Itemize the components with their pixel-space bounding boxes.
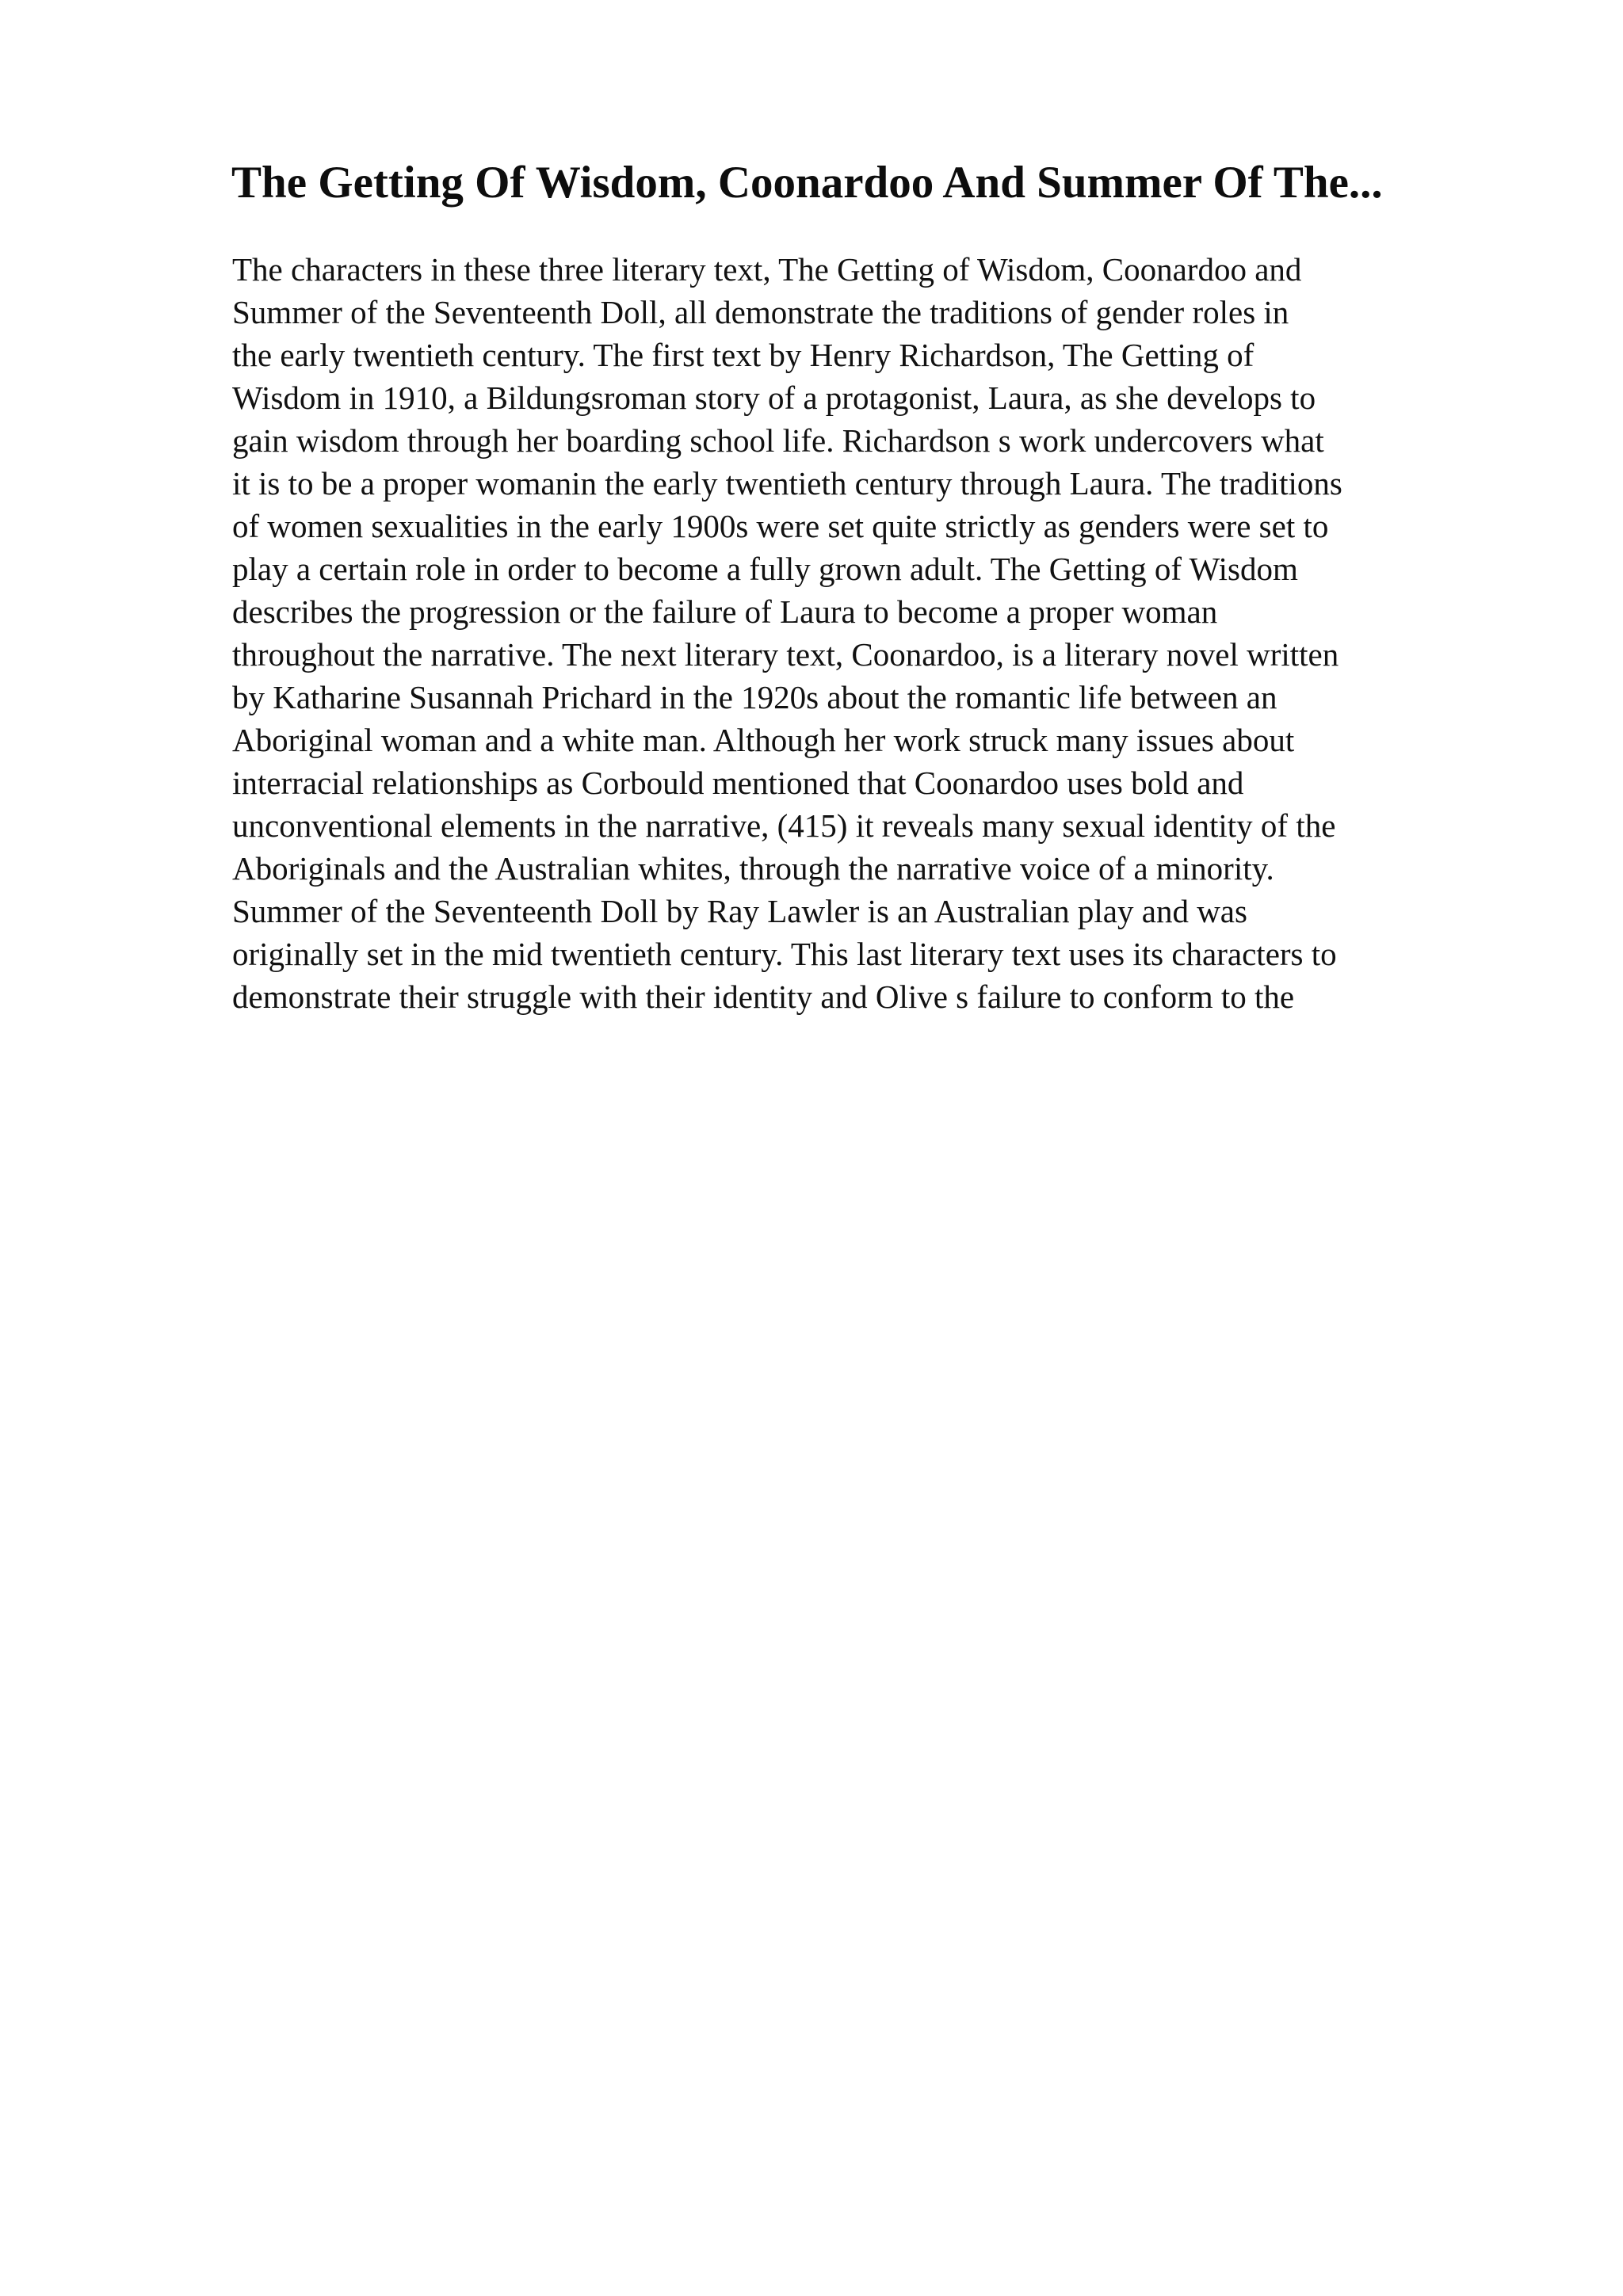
body-line: Aboriginal woman and a white man. Although her work struck many issues about [232,722,1295,758]
body-line: demonstrate their struggle with their identity and Olive s failure to conform to the [232,978,1295,1015]
body-line: originally set in the mid twentieth century. This last literary text uses its characters to [232,936,1337,972]
body-line: throughout the narrative. The next literary text, Coonardoo, is a literary novel written [232,636,1339,673]
body-line: gain wisdom through her boarding school life. Richardson s work undercovers what [232,422,1324,459]
body-line: Summer of the Seventeenth Doll by Ray Lawler is an Australian play and was [232,893,1247,929]
document-body [232,248,1548,1018]
body-line: the early twentieth century. The first text by Henry Richardson, The Getting of [232,337,1254,373]
body-line: Summer of the Seventeenth Doll, all demonstrate the traditions of gender roles in [232,294,1289,330]
body-line: Wisdom in 1910, a Bildungsroman story of a protagonist, Laura, as she develops to [232,379,1316,416]
body-line: it is to be a proper womanin the early twentieth century through Laura. The traditions [232,465,1342,502]
body-line: The characters in these three literary text, The Getting of Wisdom, Coonardoo and [232,251,1302,288]
body-line: of women sexualities in the early 1900s were set quite strictly as genders were set to [232,508,1329,544]
body-line: describes the progression or the failure of Laura to become a proper woman [232,593,1218,630]
body-line: interracial relationships as Corbould mentioned that Coonardoo uses bold and [232,765,1244,801]
body-line: Aboriginals and the Australian whites, through the narrative voice of a minority. [232,850,1274,887]
body-line: play a certain role in order to become a fully grown adult. The Getting of Wisdom [232,551,1298,587]
body-line: unconventional elements in the narrative, (415) it reveals many sexual identity of the [232,807,1336,844]
document-title: The Getting Of Wisdom, Coonardoo And Summer Of The... [231,158,1383,208]
body-line: by Katharine Susannah Prichard in the 1920s about the romantic life between an [232,679,1277,715]
